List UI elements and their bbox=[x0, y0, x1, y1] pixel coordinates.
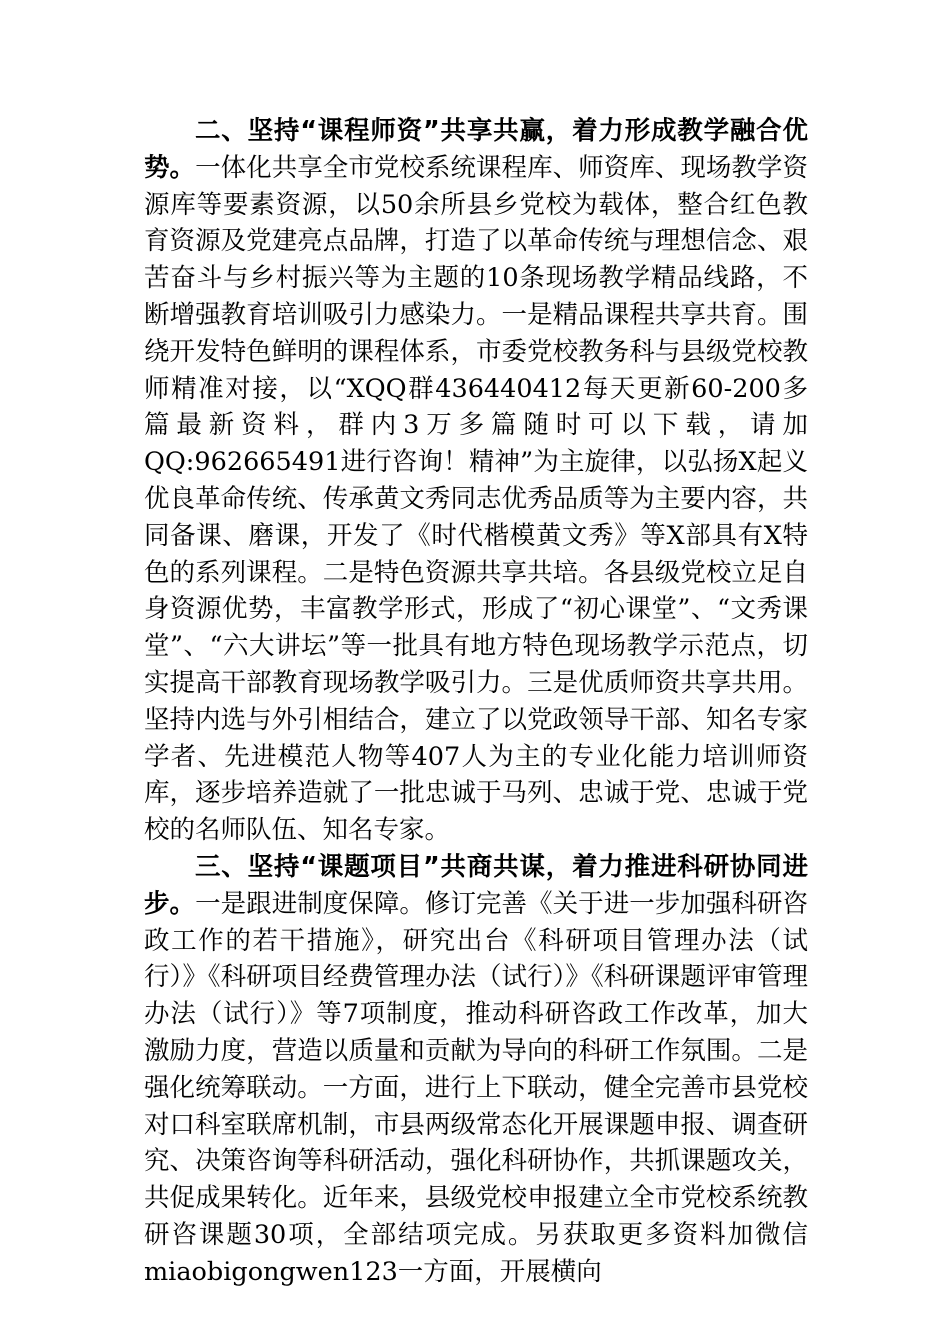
section-2-body: 一体化共享全市党校系统课程库、师资库、现场教学资源库等要素资源，以50余所县乡党校为载体，整合红色教育资源及党建亮点品牌，打造了以革命传统与理想信念、艰苦奋斗与乡村振兴等为主题的10条现场教学精品线路，不断增强教育培训吸引力感染力。一是精品课程共享共育。围绕开发特色鲜明的课程体系，市委党校教务科与县级党校教师精准对接，以“XQQ群436440412每天更新60-200多篇最新资料，群内3万多篇随时可以下载，请加QQ:962665491进行咨询！精神”为主旋律，以弘扬X起义优良革命传统、传承黄文秀同志优秀品质等为主要内容，共同备课、磨课，开发了《时代楷模黄文秀》等X部具有X特色的系列课程。二是特色资源共享共培。各县级党校立足自身资源优势，丰富教学形式，形成了“初心课堂”、“文秀课堂”、“六大讲坛”等一批具有地方特色现场教学示范点，切实提高干部教育现场教学吸引力。三是优质师资共享共用。坚持内选与外引相结合，建立了以党政领导干部、知名专家学者、先进模范人物等407人为主的专业化能力培训师资库，逐步培养造就了一批忠诚于马列、忠诚于党、忠诚于党校的名师队伍、知名专家。 bbox=[144, 152, 808, 846]
paragraph-section-2 bbox=[144, 113, 808, 849]
section-2-heading: 二、坚持“课程师资”共享共赢，着力形成教学融合优势。 bbox=[144, 116, 808, 183]
section-3-heading: 三、坚持“课题项目”共商共谋，着力推进科研协同进步。 bbox=[144, 851, 808, 919]
paragraph-section-3 bbox=[144, 849, 808, 1291]
section-3-body: 一是跟进制度保障。修订完善《关于进一步加强科研咨政工作的若干措施》，研究出台《科研项目管理办法（试行）》《科研项目经费管理办法（试行）》《科研课题评审管理办法（试行）》等7项制度，推动科研咨政工作改革，加大激励力度，营造以质量和贡献为导向的科研工作氛围。二是强化统筹联动。一方面，进行上下联动，健全完善市县党校对口科室联席机制，市县两级常态化开展课题申报、调查研究、决策咨询等科研活动，强化科研协作，共抓课题攻关，共促成果转化。近年来，县级党校申报建立全市党校系统教研咨课题30项，全部结项完成。另获取更多资料加微信miaobigongwen123一方面，开展横向 bbox=[144, 888, 808, 1287]
document-body bbox=[144, 113, 808, 1291]
